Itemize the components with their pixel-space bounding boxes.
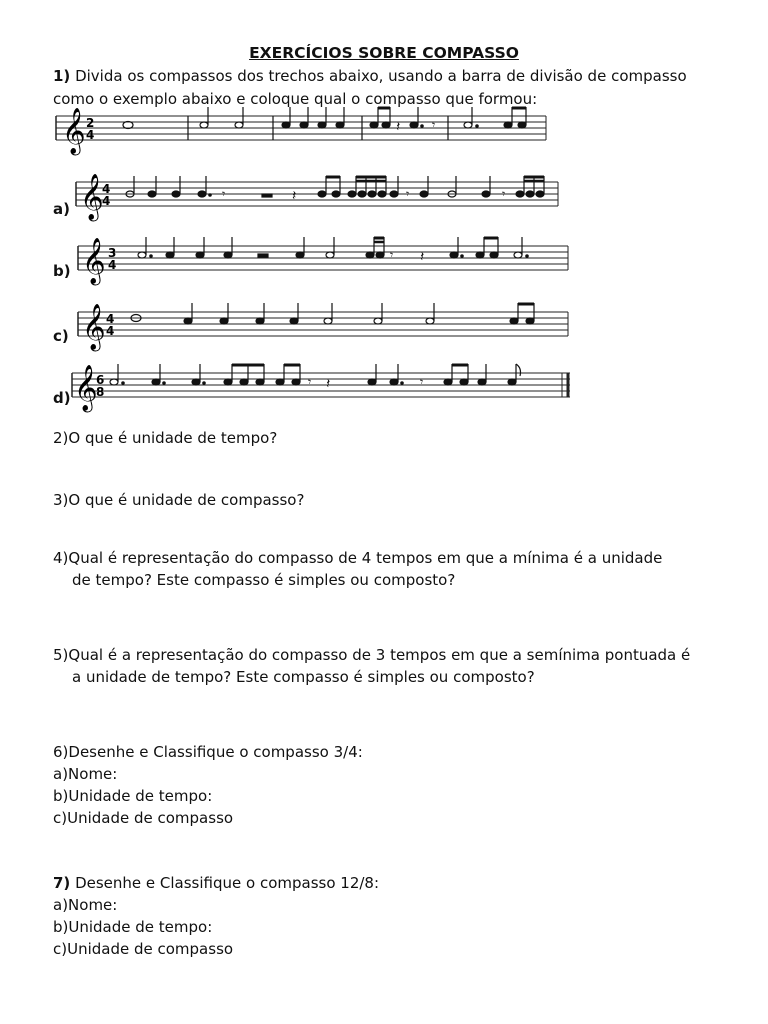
question-1-number: 1) (53, 67, 71, 85)
question-7-number: 7) (53, 874, 71, 892)
question-1 (53, 67, 687, 85)
time-signature-bottom: 8 (96, 385, 105, 399)
dotted-quarter-note (410, 122, 418, 128)
question-6-a: a)Nome: (53, 765, 118, 783)
staff-b (78, 234, 570, 284)
staff-d (72, 361, 574, 411)
quarter-rest-icon: 𝄽 (292, 188, 297, 204)
quarter-note (300, 122, 308, 128)
question-6-b: b)Unidade de tempo: (53, 787, 213, 805)
quarter-note (318, 122, 326, 128)
question-5-line1: 5)Qual é a representação do compasso de 3 tempos em que a semínima pontuada é (53, 646, 691, 664)
dotted-half-note (464, 122, 472, 128)
quarter-note (336, 122, 344, 128)
question-4-line2: de tempo? Este compasso é simples ou composto? (72, 571, 456, 589)
question-6-title: 6)Desenhe e Classifique o compasso 3/4: (53, 743, 363, 761)
quarter-note (172, 191, 180, 197)
eighth-note (370, 122, 378, 128)
question-1-line1: Divida os compassos dos trechos abaixo, usando a barra de divisão de compasso (75, 67, 687, 85)
eighth-note (382, 122, 390, 128)
question-7-title: Desenhe e Classifique o compasso 12/8: (75, 874, 380, 892)
question-7-title-row (53, 874, 379, 892)
page-title: EXERCÍCIOS SOBRE COMPASSO (249, 44, 519, 62)
half-note (200, 122, 208, 128)
staff-d-label: d) (53, 389, 71, 407)
treble-clef-icon: 𝄞 (82, 238, 106, 284)
question-5-line2: a unidade de tempo? Este compasso é simples ou composto? (72, 668, 535, 686)
question-7-a: a)Nome: (53, 896, 118, 914)
treble-clef-icon: 𝄞 (62, 108, 86, 154)
question-6-c: c)Unidade de compasso (53, 809, 234, 827)
time-signature-top: 4 (102, 182, 111, 196)
time-signature-bottom: 4 (102, 194, 111, 208)
time-signature-top: 6 (96, 373, 105, 387)
staff-a-label: a) (53, 200, 70, 218)
eighth-rest-icon: 𝄾 (420, 375, 424, 389)
time-signature-top: 4 (106, 312, 115, 326)
question-2: 2)O que é unidade de tempo? (53, 429, 278, 447)
eighth-rest-icon: 𝄾 (406, 187, 410, 201)
time-signature-bottom: 4 (106, 324, 115, 338)
staff-b-label: b) (53, 262, 71, 280)
eighth-rest-icon: 𝄾 (222, 187, 226, 201)
time-signature-top: 2 (86, 116, 95, 130)
quarter-rest-icon: 𝄽 (420, 249, 425, 265)
staff-c (78, 300, 570, 350)
eighth-rest-icon: 𝄾 (502, 187, 506, 201)
time-signature-bottom: 4 (86, 128, 95, 142)
half-rest-icon (262, 194, 272, 197)
question-3: 3)O que é unidade de compasso? (53, 491, 305, 509)
treble-clef-icon: 𝄞 (74, 365, 98, 411)
question-1-line2: como o exemplo abaixo e coloque qual o compasso que formou: (53, 90, 538, 108)
half-rest-icon (258, 254, 268, 257)
staff-a (76, 170, 560, 220)
eighth-rest-icon: 𝄾 (390, 248, 394, 262)
treble-clef-icon: 𝄞 (80, 174, 104, 220)
time-signature-bottom: 4 (108, 258, 117, 272)
quarter-note (148, 191, 156, 197)
staff-c-label: c) (53, 327, 69, 345)
quarter-rest-icon: 𝄽 (326, 376, 331, 392)
eighth-rest-icon: 𝄾 (308, 375, 312, 389)
dotted-quarter-note (198, 191, 206, 197)
eighth-rest-icon: 𝄾 (432, 118, 436, 132)
question-4-line1: 4)Qual é representação do compasso de 4 tempos em que a mínima é a unidade (53, 549, 663, 567)
treble-clef-icon: 𝄞 (82, 304, 106, 350)
eighth-note (504, 122, 512, 128)
quarter-note (282, 122, 290, 128)
half-note (235, 122, 243, 128)
staff-example (56, 104, 556, 154)
eighth-note (518, 122, 526, 128)
question-7-c: c)Unidade de compasso (53, 940, 234, 958)
quarter-rest-icon: 𝄽 (396, 119, 401, 135)
whole-note (123, 122, 133, 129)
question-7-b: b)Unidade de tempo: (53, 918, 213, 936)
time-signature-top: 3 (108, 246, 117, 260)
